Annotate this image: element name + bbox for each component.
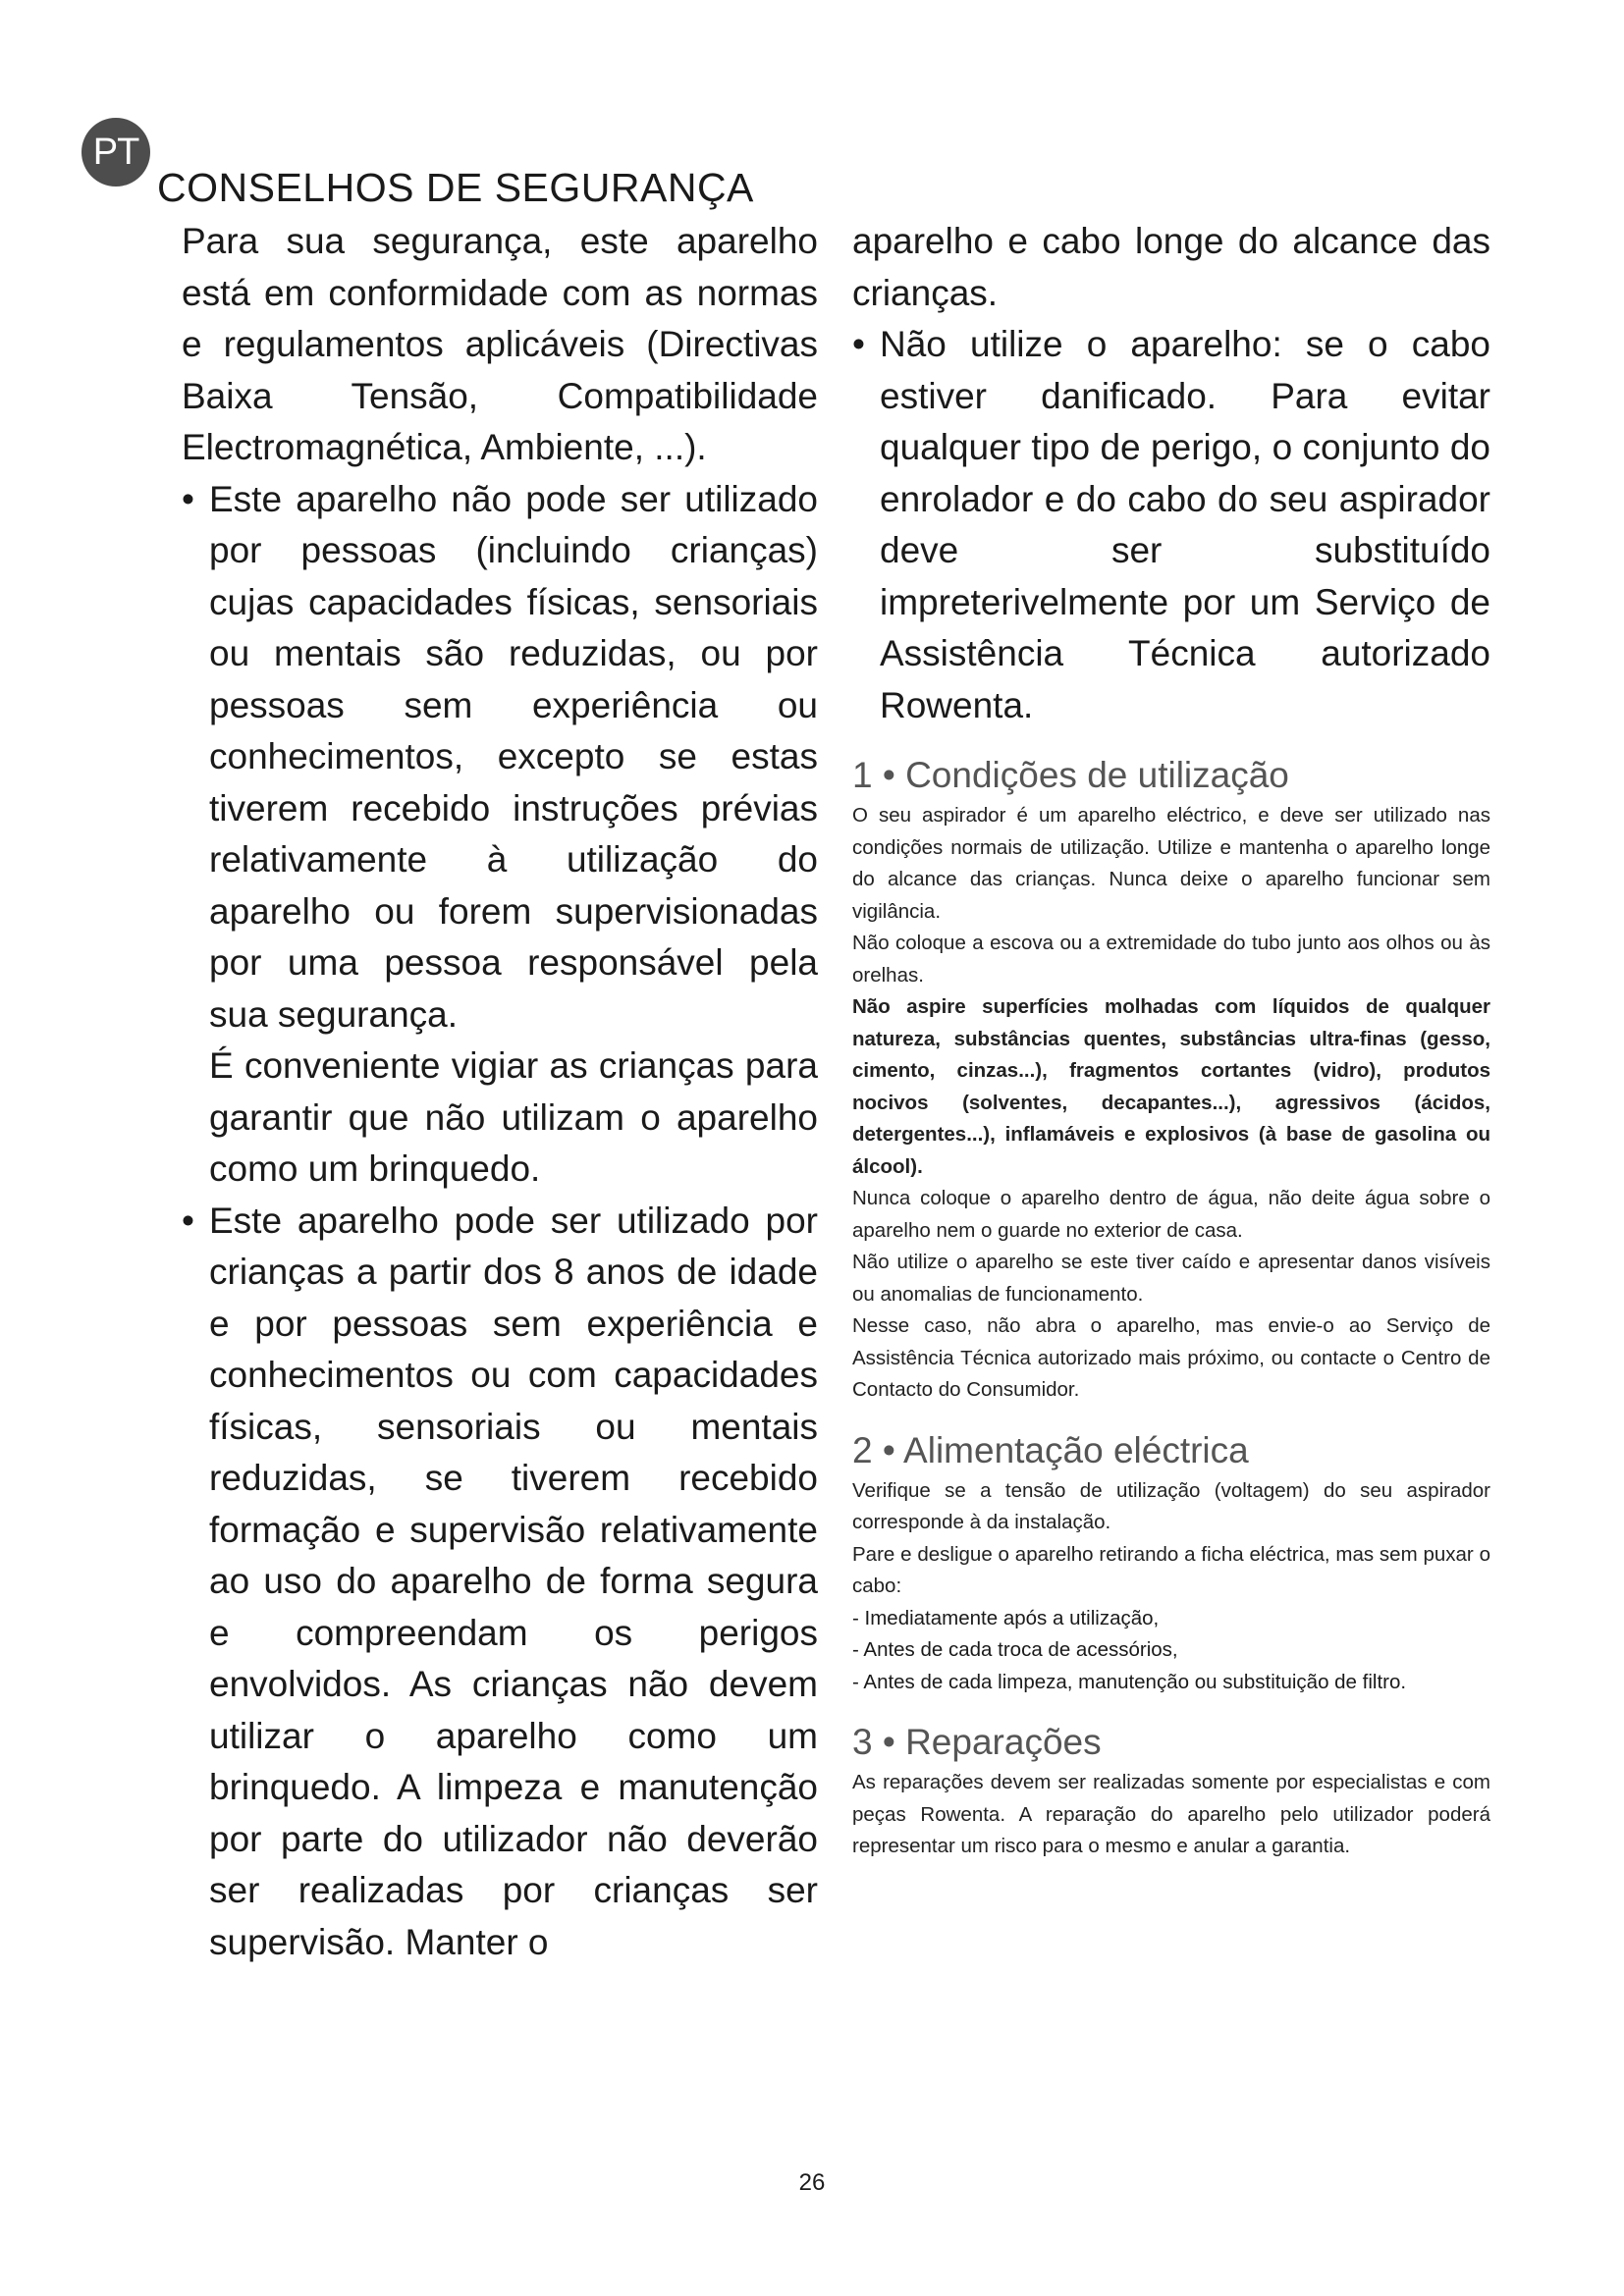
bullet-icon: •: [852, 324, 865, 364]
section-paragraph-warning: Não aspire superfícies molhadas com líquidos de qualquer natureza, substâncias quentes, substâncias ultra-finas (gesso, cimento, cinzas...), fragmentos cortantes (vidro), produtos nocivos (solventes, decapantes...), agressivos (ácidos, detergentes...), inflamáveis e explosivos (à base de gasolina ou álcool).: [852, 995, 1490, 1178]
bullet-icon: •: [182, 1200, 194, 1241]
page-number: 26: [798, 2169, 826, 2196]
bullet-text: Este aparelho pode ser utilizado por crianças a partir dos 8 anos de idade e por pessoas sem experiência e conhecimentos ou com capacidades físicas, sensoriais ou mentais reduzidas, se tiverem recebido formação e supervisão relativamente ao uso do aparelho de forma segura e compreendam os perigos envolvidos. As crianças não devem utilizar o aparelho como um brinquedo. A limpeza e manutenção por parte do utilizador não deverão ser realizadas por crianças ser supervisão. Manter o: [209, 1200, 818, 1962]
bullet-item: [182, 1196, 818, 1969]
page-title: CONSELHOS DE SEGURANÇA: [157, 165, 754, 210]
section-title: 1 • Condições de utilização: [852, 755, 1289, 795]
section-title: 2 • Alimentação eléctrica: [852, 1429, 1249, 1470]
list-item: - Antes de cada troca de acessórios,: [852, 1638, 1178, 1661]
section-paragraph: Não utilize o aparelho se este tiver caído e apresentar danos visíveis ou anomalias de funcionamento.: [852, 1251, 1490, 1306]
bullet-item: [852, 319, 1490, 731]
section-title: 3 • Reparações: [852, 1722, 1102, 1762]
bullet-text: Não utilize o aparelho: se o cabo estiver danificado. Para evitar qualquer tipo de perigo, o conjunto do enrolador e do cabo do seu aspirador deve ser substituído impreterivelmente por um Serviço de Assistência Técnica autorizado Rowenta.: [880, 324, 1490, 725]
right-column: [852, 216, 1490, 1863]
section-conditions: [852, 755, 1490, 1407]
intro-paragraph: Para sua segurança, este aparelho está em conformidade com as normas e regulamentos aplicáveis (Directivas Baixa Tensão, Compatibilidade Electromagnética, Ambiente, ...).: [182, 221, 818, 467]
section-paragraph: Nunca coloque o aparelho dentro de água, não deite água sobre o aparelho nem o guarde no exterior de casa.: [852, 1187, 1490, 1242]
section-paragraph: Não coloque a escova ou a extremidade do tubo junto aos olhos ou às orelhas.: [852, 932, 1490, 987]
section-paragraph: As reparações devem ser realizadas somente por especialistas e com peças Rowenta. A reparação do aparelho pelo utilizador poderá representar um risco para o mesmo e anular a garantia.: [852, 1771, 1490, 1857]
continuation-text: aparelho e cabo longe do alcance das crianças.: [852, 221, 1490, 313]
language-badge: PT: [81, 118, 150, 187]
bullet-item: [182, 474, 818, 1196]
list-item: - Imediatamente após a utilização,: [852, 1606, 1160, 1629]
section-paragraph: Pare e desligue o aparelho retirando a ficha eléctrica, mas sem puxar o cabo:: [852, 1542, 1490, 1597]
section-paragraph: Verifique se a tensão de utilização (voltagem) do seu aspirador corresponde à da instalação.: [852, 1478, 1490, 1533]
left-column: [182, 216, 818, 1968]
bullet-text: Este aparelho não pode ser utilizado por pessoas (incluindo crianças) cujas capacidades físicas, sensoriais ou mentais são reduzidas, ou por pessoas sem experiência ou conhecimentos, excepto se estas tiverem recebido instruções prévias relativamente à utilização do aparelho ou forem supervisionadas por uma pessoa responsável pela sua segurança.: [209, 478, 818, 1035]
list-item: - Antes de cada limpeza, manutenção ou substituição de filtro.: [852, 1670, 1407, 1693]
bullet-extra-text: É conveniente vigiar as crianças para garantir que não utilizam o aparelho como um brinquedo.: [209, 1045, 818, 1189]
section-paragraph: Nesse caso, não abra o aparelho, mas envie-o ao Serviço de Assistência Técnica autorizado mais próximo, ou contacte o Centro de Contacto do Consumidor.: [852, 1314, 1490, 1401]
section-repairs: [852, 1722, 1490, 1863]
section-power: [852, 1430, 1490, 1699]
section-paragraph: O seu aspirador é um aparelho eléctrico, e deve ser utilizado nas condições normais de utilização. Utilize e mantenha o aparelho longe do alcance das crianças. Nunca deixe o aparelho funcionar sem vigilância.: [852, 804, 1490, 923]
bullet-icon: •: [182, 478, 194, 519]
unplug-list: [852, 1603, 1490, 1699]
